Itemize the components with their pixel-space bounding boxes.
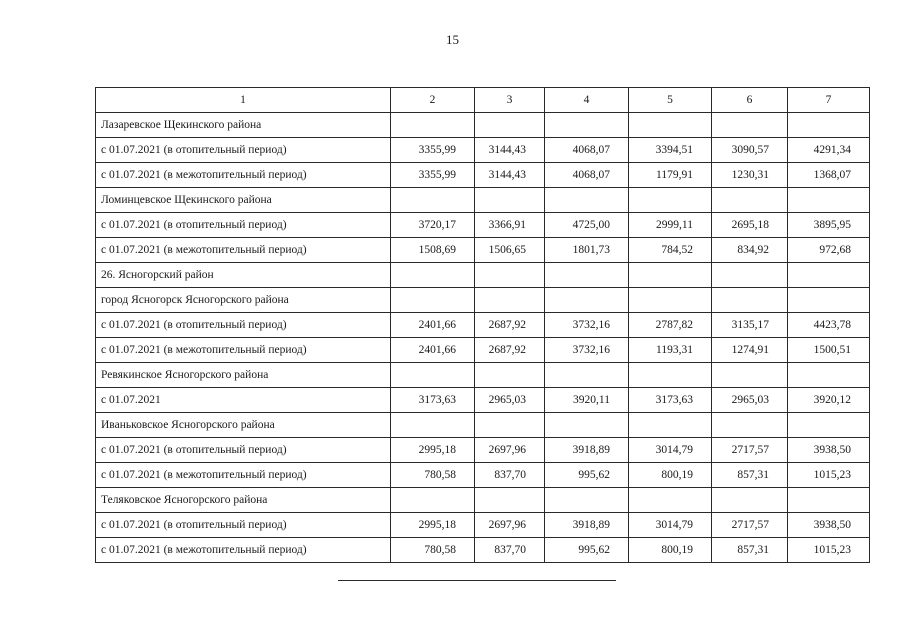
row-label: с 01.07.2021 (в межотопительный период) <box>96 163 391 188</box>
row-label: с 01.07.2021 <box>96 388 391 413</box>
value-cell-col-5 <box>629 288 712 313</box>
value-cell-col-2: 780,58 <box>391 538 475 563</box>
value-cell-col-2 <box>391 188 475 213</box>
table-row <box>96 338 870 363</box>
table-row <box>96 288 870 313</box>
table-row <box>96 463 870 488</box>
value-cell-col-4: 995,62 <box>545 463 629 488</box>
column-header-4: 4 <box>545 88 629 113</box>
column-header-2: 2 <box>391 88 475 113</box>
value-cell-col-5 <box>629 263 712 288</box>
value-cell-col-2 <box>391 363 475 388</box>
value-cell-col-5: 800,19 <box>629 538 712 563</box>
row-label: с 01.07.2021 (в отопительный период) <box>96 513 391 538</box>
row-label: 26. Ясногорский район <box>96 263 391 288</box>
value-cell-col-6 <box>712 188 788 213</box>
value-cell-col-7 <box>788 413 870 438</box>
value-cell-col-4: 3732,16 <box>545 338 629 363</box>
value-cell-col-6: 834,92 <box>712 238 788 263</box>
value-cell-col-5: 1179,91 <box>629 163 712 188</box>
value-cell-col-6: 3090,57 <box>712 138 788 163</box>
column-header-5: 5 <box>629 88 712 113</box>
value-cell-col-7 <box>788 363 870 388</box>
value-cell-col-2: 2995,18 <box>391 438 475 463</box>
table-row <box>96 413 870 438</box>
value-cell-col-2 <box>391 488 475 513</box>
value-cell-col-6 <box>712 413 788 438</box>
value-cell-col-3: 2965,03 <box>475 388 545 413</box>
value-cell-col-5: 2787,82 <box>629 313 712 338</box>
value-cell-col-3: 2697,96 <box>475 438 545 463</box>
value-cell-col-4: 995,62 <box>545 538 629 563</box>
row-label: Ломинцевское Щекинского района <box>96 188 391 213</box>
table-row <box>96 163 870 188</box>
value-cell-col-4: 1801,73 <box>545 238 629 263</box>
column-header-7: 7 <box>788 88 870 113</box>
value-cell-col-3: 1506,65 <box>475 238 545 263</box>
value-cell-col-5: 3014,79 <box>629 438 712 463</box>
value-cell-col-6: 1230,31 <box>712 163 788 188</box>
value-cell-col-7 <box>788 113 870 138</box>
value-cell-col-4 <box>545 113 629 138</box>
value-cell-col-3: 837,70 <box>475 463 545 488</box>
value-cell-col-4: 3918,89 <box>545 513 629 538</box>
table-row <box>96 113 870 138</box>
value-cell-col-5 <box>629 363 712 388</box>
row-label: с 01.07.2021 (в межотопительный период) <box>96 238 391 263</box>
value-cell-col-2 <box>391 113 475 138</box>
value-cell-col-7: 4291,34 <box>788 138 870 163</box>
value-cell-col-5 <box>629 113 712 138</box>
value-cell-col-2: 2995,18 <box>391 513 475 538</box>
value-cell-col-6 <box>712 263 788 288</box>
value-cell-col-2 <box>391 263 475 288</box>
value-cell-col-7: 1015,23 <box>788 538 870 563</box>
value-cell-col-2: 3173,63 <box>391 388 475 413</box>
value-cell-col-4 <box>545 288 629 313</box>
value-cell-col-7: 972,68 <box>788 238 870 263</box>
value-cell-col-3: 2687,92 <box>475 313 545 338</box>
value-cell-col-6: 2717,57 <box>712 513 788 538</box>
row-label: с 01.07.2021 (в межотопительный период) <box>96 463 391 488</box>
value-cell-col-4 <box>545 413 629 438</box>
value-cell-col-4 <box>545 363 629 388</box>
row-label: с 01.07.2021 (в межотопительный период) <box>96 538 391 563</box>
value-cell-col-6: 857,31 <box>712 463 788 488</box>
table-row <box>96 213 870 238</box>
value-cell-col-7: 4423,78 <box>788 313 870 338</box>
value-cell-col-6 <box>712 488 788 513</box>
row-label: Лазаревское Щекинского района <box>96 113 391 138</box>
value-cell-col-6: 2717,57 <box>712 438 788 463</box>
value-cell-col-5 <box>629 488 712 513</box>
value-cell-col-4: 3920,11 <box>545 388 629 413</box>
row-label: с 01.07.2021 (в отопительный период) <box>96 438 391 463</box>
table-row <box>96 363 870 388</box>
value-cell-col-2: 3355,99 <box>391 163 475 188</box>
value-cell-col-3: 3366,91 <box>475 213 545 238</box>
row-label: Ревякинское Ясногорского района <box>96 363 391 388</box>
value-cell-col-2 <box>391 413 475 438</box>
value-cell-col-2: 3355,99 <box>391 138 475 163</box>
table-row <box>96 238 870 263</box>
row-label: Иваньковское Ясногорского района <box>96 413 391 438</box>
value-cell-col-7: 3920,12 <box>788 388 870 413</box>
value-cell-col-3 <box>475 113 545 138</box>
value-cell-col-6 <box>712 113 788 138</box>
value-cell-col-3: 837,70 <box>475 538 545 563</box>
value-cell-col-3 <box>475 488 545 513</box>
table-row <box>96 513 870 538</box>
table-body <box>96 113 870 563</box>
value-cell-col-4: 4725,00 <box>545 213 629 238</box>
value-cell-col-6 <box>712 363 788 388</box>
value-cell-col-7 <box>788 288 870 313</box>
value-cell-col-3 <box>475 413 545 438</box>
value-cell-col-3 <box>475 188 545 213</box>
row-label: город Ясногорск Ясногорского района <box>96 288 391 313</box>
value-cell-col-2: 2401,66 <box>391 313 475 338</box>
value-cell-col-5: 784,52 <box>629 238 712 263</box>
value-cell-col-7: 1015,23 <box>788 463 870 488</box>
value-cell-col-3 <box>475 263 545 288</box>
value-cell-col-6 <box>712 288 788 313</box>
value-cell-col-2: 780,58 <box>391 463 475 488</box>
value-cell-col-3: 3144,43 <box>475 138 545 163</box>
value-cell-col-5: 3173,63 <box>629 388 712 413</box>
value-cell-col-4 <box>545 488 629 513</box>
value-cell-col-5: 1193,31 <box>629 338 712 363</box>
page-number: 15 <box>446 32 459 47</box>
value-cell-col-7 <box>788 188 870 213</box>
footer-divider <box>338 580 616 581</box>
value-cell-col-7: 1368,07 <box>788 163 870 188</box>
value-cell-col-5: 2999,11 <box>629 213 712 238</box>
value-cell-col-3 <box>475 363 545 388</box>
value-cell-col-4: 4068,07 <box>545 163 629 188</box>
value-cell-col-3: 2697,96 <box>475 513 545 538</box>
value-cell-col-6: 2695,18 <box>712 213 788 238</box>
column-header-3: 3 <box>475 88 545 113</box>
tariff-table <box>95 87 870 563</box>
value-cell-col-7: 3895,95 <box>788 213 870 238</box>
table-header-row <box>96 88 870 113</box>
table-row <box>96 538 870 563</box>
value-cell-col-4: 3732,16 <box>545 313 629 338</box>
value-cell-col-7 <box>788 488 870 513</box>
row-label: Теляковское Ясногорского района <box>96 488 391 513</box>
value-cell-col-5: 3394,51 <box>629 138 712 163</box>
value-cell-col-4 <box>545 188 629 213</box>
column-header-1: 1 <box>96 88 391 113</box>
value-cell-col-2: 2401,66 <box>391 338 475 363</box>
table-row <box>96 313 870 338</box>
table-row <box>96 438 870 463</box>
value-cell-col-5 <box>629 413 712 438</box>
value-cell-col-4: 4068,07 <box>545 138 629 163</box>
value-cell-col-2: 1508,69 <box>391 238 475 263</box>
value-cell-col-5: 3014,79 <box>629 513 712 538</box>
value-cell-col-7 <box>788 263 870 288</box>
value-cell-col-2 <box>391 288 475 313</box>
value-cell-col-6: 2965,03 <box>712 388 788 413</box>
value-cell-col-3 <box>475 288 545 313</box>
table-row <box>96 388 870 413</box>
table-row <box>96 188 870 213</box>
table-row <box>96 263 870 288</box>
row-label: с 01.07.2021 (в межотопительный период) <box>96 338 391 363</box>
value-cell-col-2: 3720,17 <box>391 213 475 238</box>
value-cell-col-7: 3938,50 <box>788 513 870 538</box>
value-cell-col-4 <box>545 263 629 288</box>
value-cell-col-4: 3918,89 <box>545 438 629 463</box>
value-cell-col-6: 1274,91 <box>712 338 788 363</box>
value-cell-col-3: 2687,92 <box>475 338 545 363</box>
value-cell-col-3: 3144,43 <box>475 163 545 188</box>
table-row <box>96 138 870 163</box>
row-label: с 01.07.2021 (в отопительный период) <box>96 313 391 338</box>
row-label: с 01.07.2021 (в отопительный период) <box>96 213 391 238</box>
value-cell-col-6: 857,31 <box>712 538 788 563</box>
value-cell-col-7: 3938,50 <box>788 438 870 463</box>
row-label: с 01.07.2021 (в отопительный период) <box>96 138 391 163</box>
value-cell-col-7: 1500,51 <box>788 338 870 363</box>
column-header-6: 6 <box>712 88 788 113</box>
table-row <box>96 488 870 513</box>
value-cell-col-6: 3135,17 <box>712 313 788 338</box>
value-cell-col-5: 800,19 <box>629 463 712 488</box>
value-cell-col-5 <box>629 188 712 213</box>
